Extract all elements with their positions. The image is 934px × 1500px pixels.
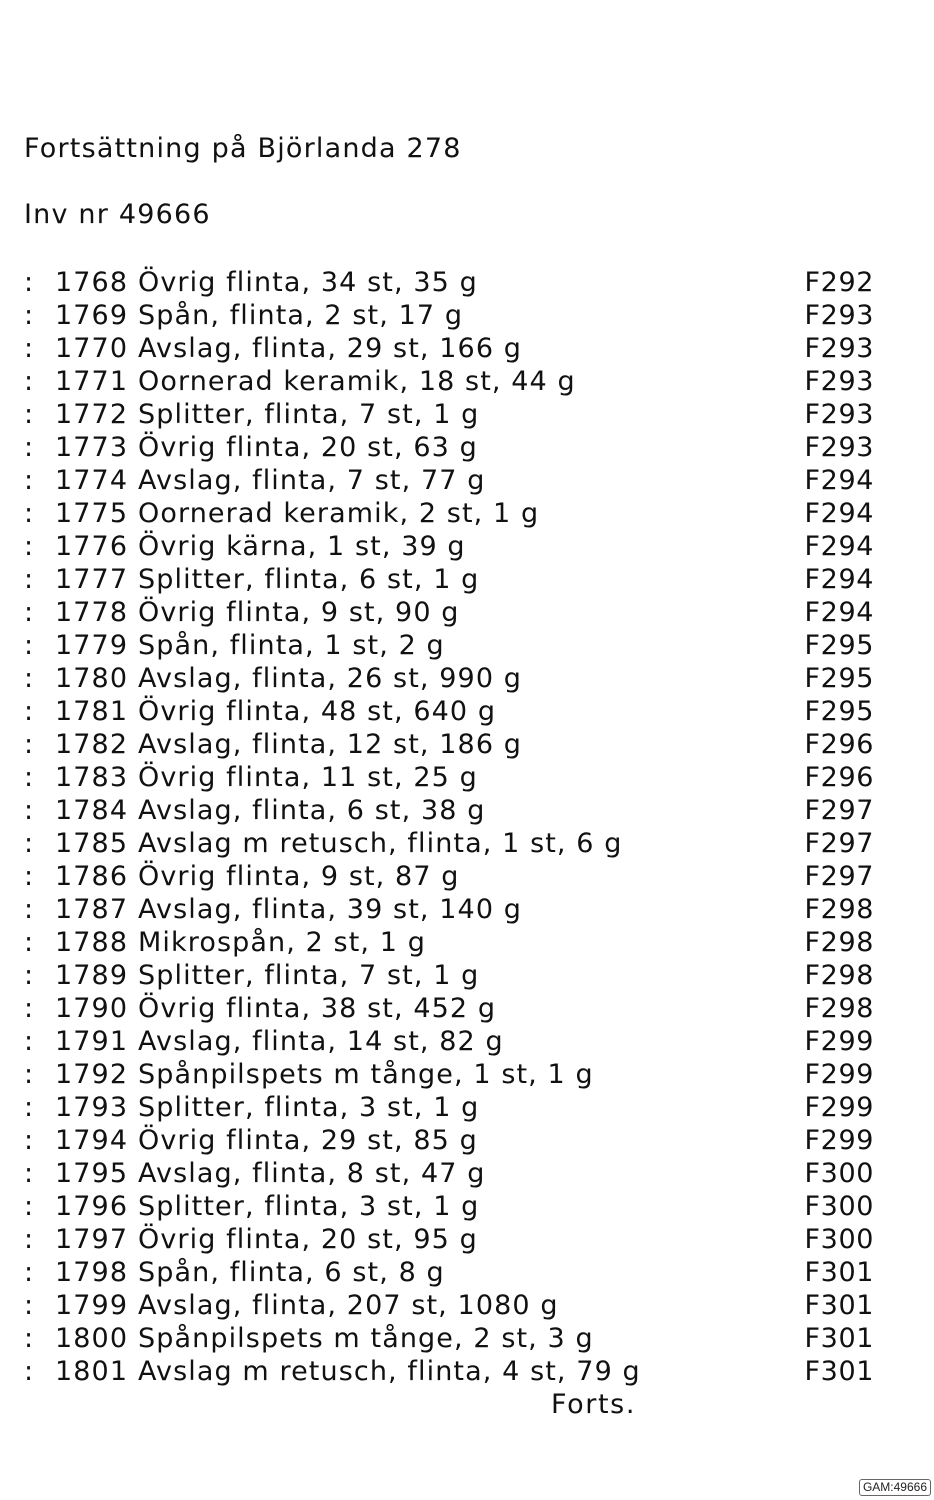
entry-code: F294	[804, 564, 874, 595]
entry-code: F298	[804, 927, 874, 958]
entry-description: Oornerad keramik, 18 st, 44 g	[138, 366, 576, 397]
list-item	[24, 464, 874, 497]
entry-code: F301	[804, 1257, 874, 1288]
entry-colon: :	[24, 1257, 35, 1288]
list-item	[24, 992, 874, 1025]
entry-description: Avslag m retusch, flinta, 4 st, 79 g	[138, 1356, 641, 1387]
list-item	[24, 596, 874, 629]
entry-code: F293	[804, 366, 874, 397]
entry-description: Avslag, flinta, 207 st, 1080 g	[138, 1290, 559, 1321]
entry-code: F297	[804, 795, 874, 826]
entry-code: F294	[804, 531, 874, 562]
entry-description: Avslag, flinta, 14 st, 82 g	[138, 1026, 504, 1057]
list-item	[24, 1322, 874, 1355]
entry-colon: :	[24, 597, 35, 628]
entry-description: Avslag, flinta, 7 st, 77 g	[138, 465, 486, 496]
entry-description: Övrig flinta, 34 st, 35 g	[138, 267, 478, 298]
entry-colon: :	[24, 1158, 35, 1189]
entry-colon: :	[24, 696, 35, 727]
entry-number: 1773	[55, 432, 129, 463]
entry-code: F299	[804, 1026, 874, 1057]
list-item	[24, 1025, 874, 1058]
entry-colon: :	[24, 267, 35, 298]
list-item	[24, 728, 874, 761]
entry-number: 1795	[55, 1158, 129, 1189]
entry-colon: :	[24, 1191, 35, 1222]
entry-colon: :	[24, 1026, 35, 1057]
entry-colon: :	[24, 894, 35, 925]
list-item	[24, 959, 874, 992]
entry-code: F294	[804, 465, 874, 496]
entry-code: F295	[804, 696, 874, 727]
entry-number: 1788	[55, 927, 129, 958]
list-item	[24, 1256, 874, 1289]
entry-code: F300	[804, 1158, 874, 1189]
entry-number: 1801	[55, 1356, 129, 1387]
entry-number: 1780	[55, 663, 129, 694]
entry-description: Spån, flinta, 6 st, 8 g	[138, 1257, 445, 1288]
entry-code: F293	[804, 399, 874, 430]
entry-code: F292	[804, 267, 874, 298]
list-item	[24, 662, 874, 695]
entry-code: F298	[804, 894, 874, 925]
entry-code: F293	[804, 300, 874, 331]
entry-description: Oornerad keramik, 2 st, 1 g	[138, 498, 540, 529]
entry-number: 1797	[55, 1224, 129, 1255]
entry-colon: :	[24, 630, 35, 661]
entry-colon: :	[24, 1125, 35, 1156]
entry-description: Spån, flinta, 1 st, 2 g	[138, 630, 445, 661]
entry-colon: :	[24, 795, 35, 826]
entry-colon: :	[24, 498, 35, 529]
entry-description: Övrig flinta, 20 st, 63 g	[138, 432, 478, 463]
entry-number: 1775	[55, 498, 129, 529]
entry-number: 1787	[55, 894, 129, 925]
entry-description: Mikrospån, 2 st, 1 g	[138, 927, 426, 958]
entry-number: 1771	[55, 366, 129, 397]
list-item	[24, 1124, 874, 1157]
entry-colon: :	[24, 399, 35, 430]
entry-colon: :	[24, 960, 35, 991]
entry-number: 1789	[55, 960, 129, 991]
entry-number: 1784	[55, 795, 129, 826]
entry-colon: :	[24, 1356, 35, 1387]
entry-code: F294	[804, 597, 874, 628]
entry-number: 1770	[55, 333, 129, 364]
entry-code: F293	[804, 432, 874, 463]
list-item	[24, 794, 874, 827]
list-item	[24, 1355, 874, 1388]
archive-stamp: GAM:49666	[859, 1479, 931, 1496]
continued-label: Forts.	[551, 1389, 637, 1420]
entry-description: Splitter, flinta, 3 st, 1 g	[138, 1092, 480, 1123]
list-item	[24, 365, 874, 398]
entry-description: Övrig kärna, 1 st, 39 g	[138, 531, 466, 562]
entry-description: Övrig flinta, 9 st, 87 g	[138, 861, 460, 892]
entry-description: Övrig flinta, 9 st, 90 g	[138, 597, 460, 628]
entry-colon: :	[24, 1290, 35, 1321]
entry-number: 1769	[55, 300, 129, 331]
entry-number: 1776	[55, 531, 129, 562]
entry-number: 1800	[55, 1323, 129, 1354]
entry-colon: :	[24, 1092, 35, 1123]
entry-colon: :	[24, 927, 35, 958]
entry-code: F294	[804, 498, 874, 529]
entry-colon: :	[24, 1059, 35, 1090]
entry-number: 1783	[55, 762, 129, 793]
entry-colon: :	[24, 564, 35, 595]
list-item	[24, 1058, 874, 1091]
entry-colon: :	[24, 465, 35, 496]
entry-description: Avslag, flinta, 29 st, 166 g	[138, 333, 523, 364]
list-item	[24, 497, 874, 530]
list-item	[24, 695, 874, 728]
entry-description: Spånpilspets m tånge, 1 st, 1 g	[138, 1059, 594, 1090]
entry-number: 1799	[55, 1290, 129, 1321]
entry-code: F297	[804, 861, 874, 892]
entry-description: Övrig flinta, 11 st, 25 g	[138, 762, 478, 793]
entry-colon: :	[24, 663, 35, 694]
entry-number: 1768	[55, 267, 129, 298]
list-item	[24, 629, 874, 662]
entry-description: Splitter, flinta, 7 st, 1 g	[138, 960, 480, 991]
entry-code: F301	[804, 1356, 874, 1387]
entry-number: 1796	[55, 1191, 129, 1222]
entry-code: F297	[804, 828, 874, 859]
entry-number: 1785	[55, 828, 129, 859]
entry-number: 1791	[55, 1026, 129, 1057]
entry-number: 1781	[55, 696, 129, 727]
entry-description: Avslag, flinta, 12 st, 186 g	[138, 729, 523, 760]
list-item	[24, 299, 874, 332]
entry-description: Avslag, flinta, 39 st, 140 g	[138, 894, 523, 925]
entry-number: 1772	[55, 399, 129, 430]
list-item	[24, 1091, 874, 1124]
list-item	[24, 530, 874, 563]
entry-number: 1794	[55, 1125, 129, 1156]
entry-code: F301	[804, 1323, 874, 1354]
entry-list	[24, 266, 874, 1388]
list-item	[24, 1157, 874, 1190]
entry-code: F301	[804, 1290, 874, 1321]
entry-colon: :	[24, 300, 35, 331]
entry-description: Splitter, flinta, 6 st, 1 g	[138, 564, 480, 595]
list-item	[24, 1223, 874, 1256]
entry-code: F296	[804, 729, 874, 760]
entry-code: F300	[804, 1191, 874, 1222]
entry-colon: :	[24, 828, 35, 859]
list-item	[24, 1190, 874, 1223]
entry-colon: :	[24, 432, 35, 463]
entry-code: F298	[804, 960, 874, 991]
list-item	[24, 398, 874, 431]
entry-description: Övrig flinta, 38 st, 452 g	[138, 993, 497, 1024]
list-item	[24, 827, 874, 860]
entry-colon: :	[24, 993, 35, 1024]
entry-number: 1798	[55, 1257, 129, 1288]
entry-description: Splitter, flinta, 3 st, 1 g	[138, 1191, 480, 1222]
list-item	[24, 266, 874, 299]
entry-colon: :	[24, 333, 35, 364]
entry-colon: :	[24, 729, 35, 760]
inventory-number: Inv nr 49666	[24, 199, 211, 230]
entry-code: F295	[804, 630, 874, 661]
entry-code: F296	[804, 762, 874, 793]
entry-colon: :	[24, 762, 35, 793]
entry-number: 1779	[55, 630, 129, 661]
entry-number: 1778	[55, 597, 129, 628]
entry-number: 1774	[55, 465, 129, 496]
entry-description: Spånpilspets m tånge, 2 st, 3 g	[138, 1323, 594, 1354]
entry-description: Avslag m retusch, flinta, 1 st, 6 g	[138, 828, 623, 859]
entry-colon: :	[24, 366, 35, 397]
entry-code: F298	[804, 993, 874, 1024]
list-item	[24, 332, 874, 365]
entry-description: Avslag, flinta, 8 st, 47 g	[138, 1158, 486, 1189]
entry-code: F299	[804, 1059, 874, 1090]
entry-number: 1790	[55, 993, 129, 1024]
entry-code: F299	[804, 1092, 874, 1123]
list-item	[24, 926, 874, 959]
entry-code: F293	[804, 333, 874, 364]
entry-colon: :	[24, 531, 35, 562]
entry-number: 1786	[55, 861, 129, 892]
entry-colon: :	[24, 861, 35, 892]
list-item	[24, 860, 874, 893]
list-item	[24, 1289, 874, 1322]
list-item	[24, 893, 874, 926]
entry-number: 1793	[55, 1092, 129, 1123]
list-item	[24, 563, 874, 596]
entry-colon: :	[24, 1224, 35, 1255]
entry-description: Övrig flinta, 20 st, 95 g	[138, 1224, 478, 1255]
entry-code: F295	[804, 663, 874, 694]
entry-description: Övrig flinta, 48 st, 640 g	[138, 696, 497, 727]
entry-number: 1777	[55, 564, 129, 595]
page-title: Fortsättning på Björlanda 278	[24, 133, 462, 164]
list-item	[24, 431, 874, 464]
list-item	[24, 761, 874, 794]
entry-colon: :	[24, 1323, 35, 1354]
entry-description: Splitter, flinta, 7 st, 1 g	[138, 399, 480, 430]
entry-code: F300	[804, 1224, 874, 1255]
entry-code: F299	[804, 1125, 874, 1156]
entry-description: Övrig flinta, 29 st, 85 g	[138, 1125, 478, 1156]
entry-description: Avslag, flinta, 6 st, 38 g	[138, 795, 486, 826]
entry-number: 1792	[55, 1059, 129, 1090]
entry-description: Avslag, flinta, 26 st, 990 g	[138, 663, 523, 694]
entry-number: 1782	[55, 729, 129, 760]
entry-description: Spån, flinta, 2 st, 17 g	[138, 300, 464, 331]
